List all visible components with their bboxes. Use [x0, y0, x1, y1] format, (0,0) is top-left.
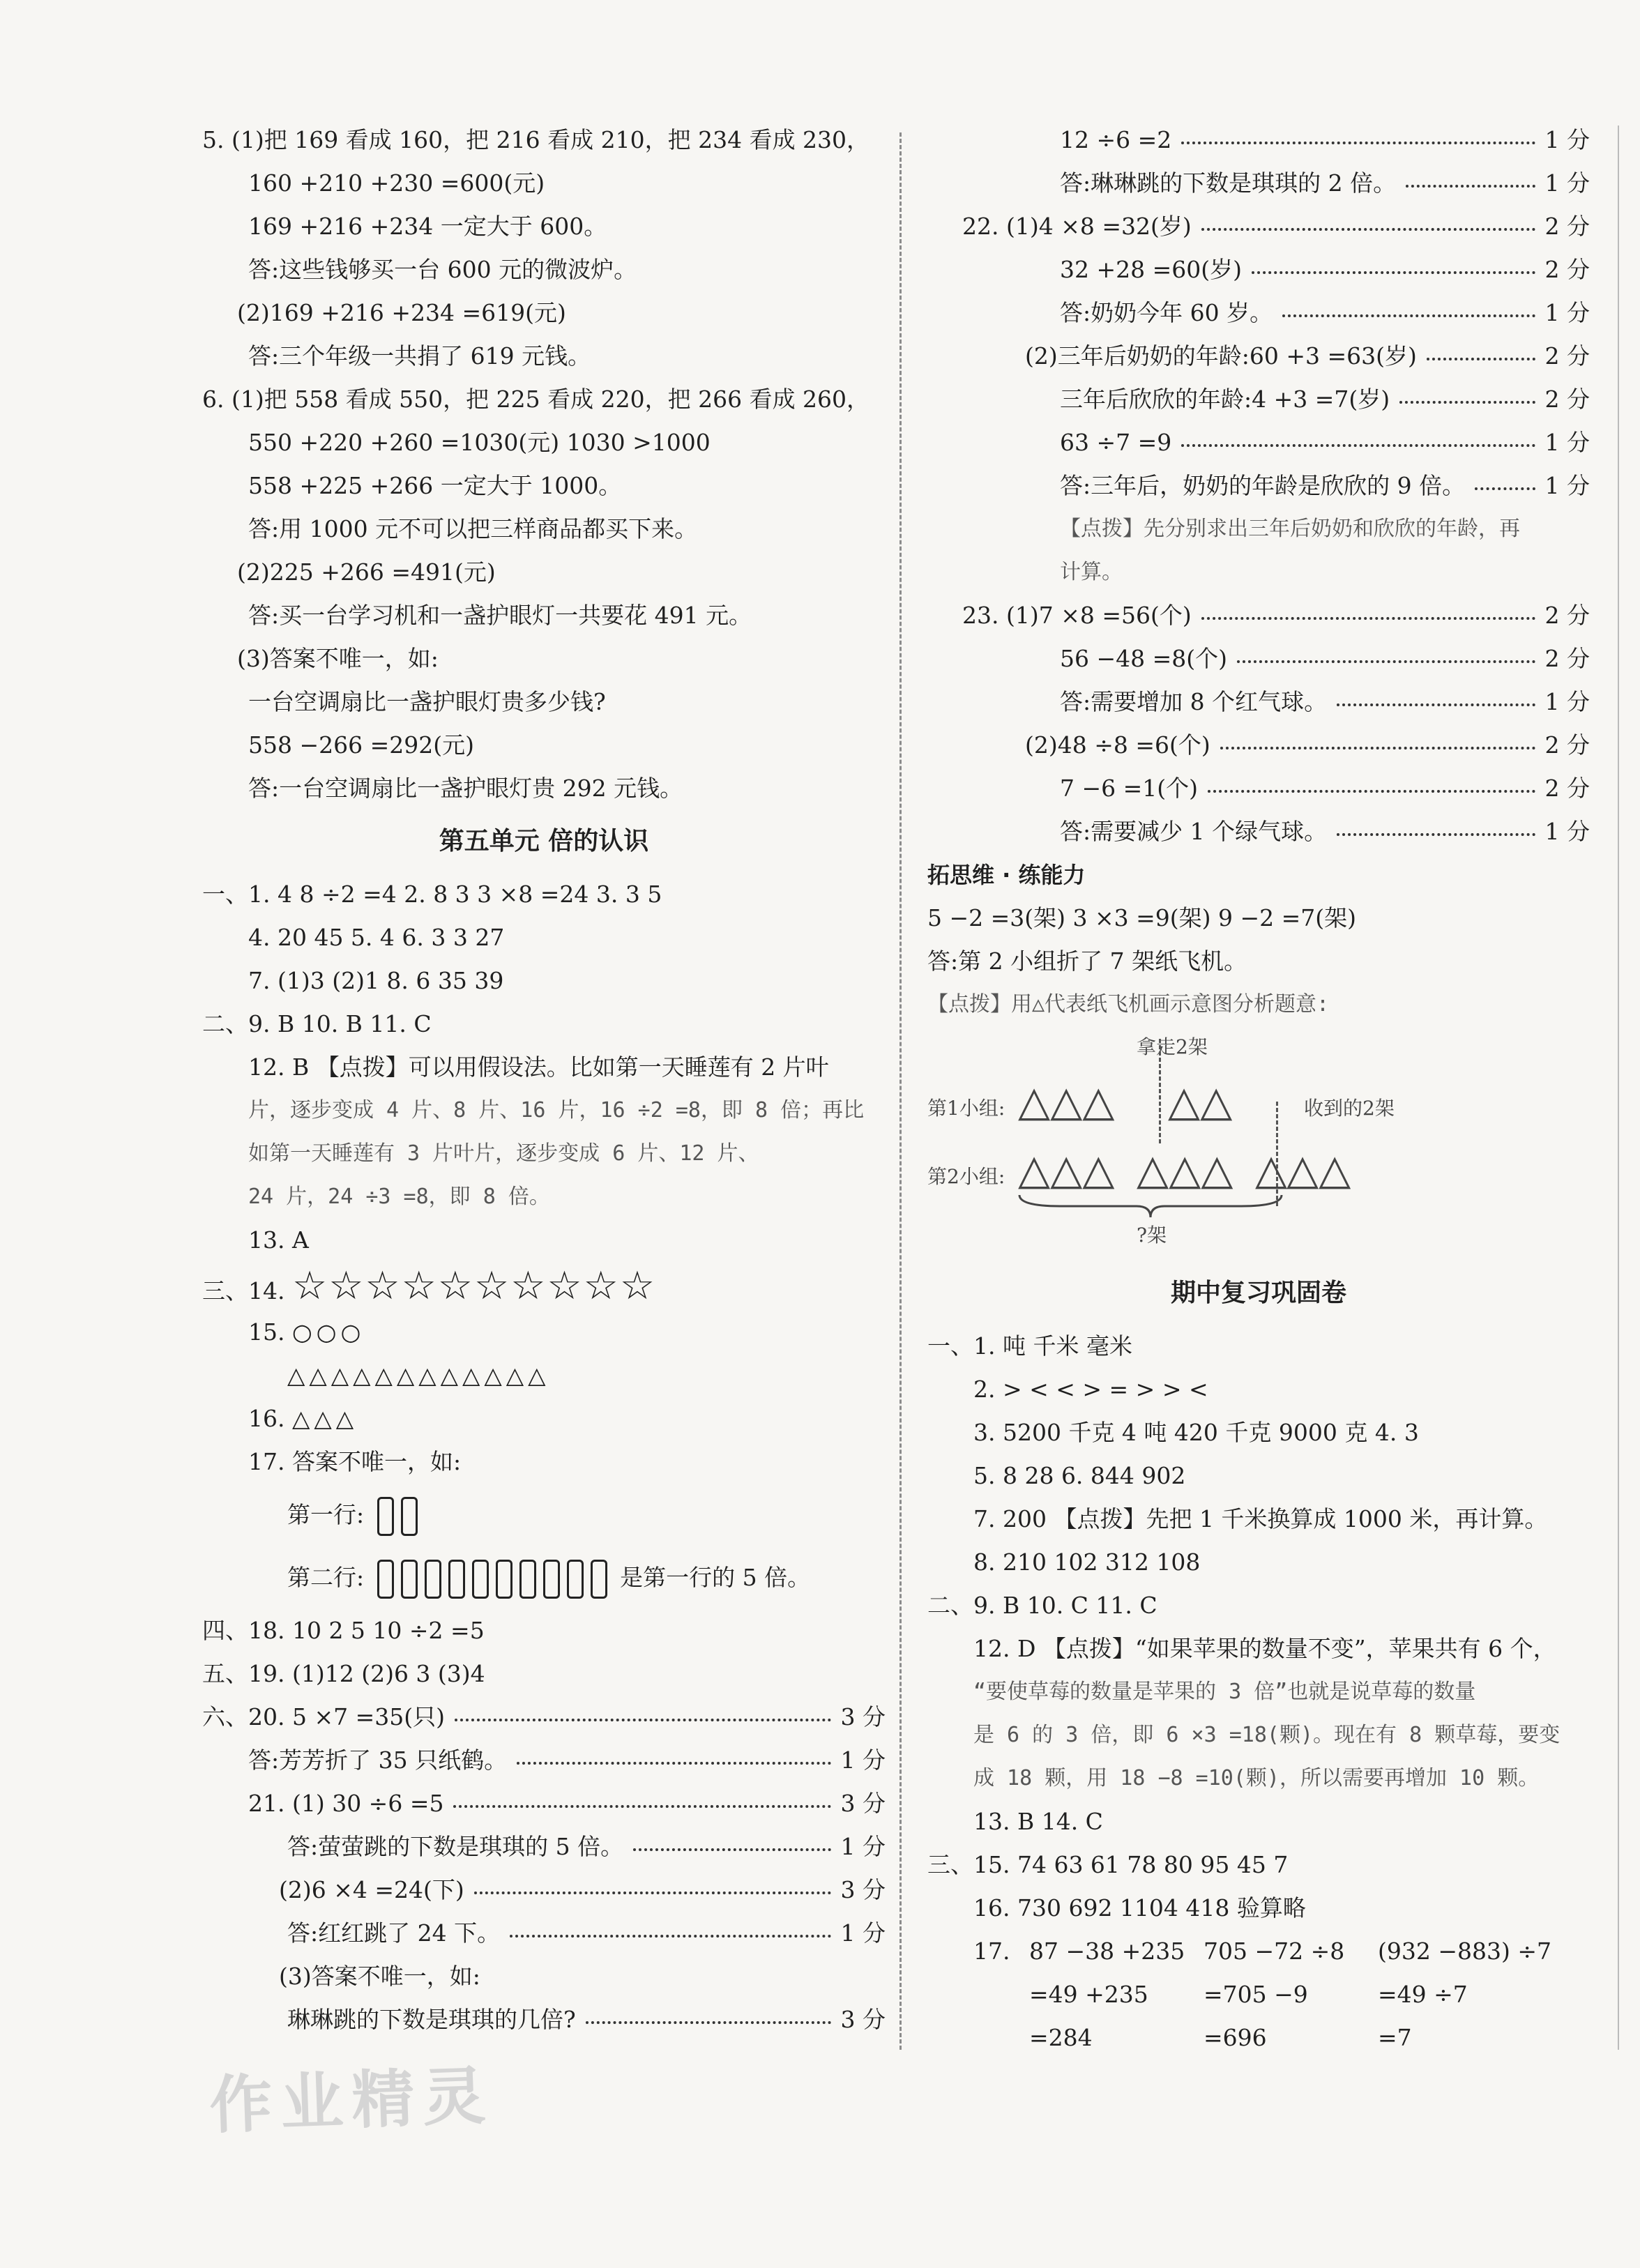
q23-p2: 2 分	[1544, 645, 1590, 672]
leader-dots	[1406, 185, 1535, 188]
bar-icon	[519, 1560, 536, 1599]
page-edge	[1618, 125, 1640, 2050]
q20-answer-points: 1 分	[840, 1746, 886, 1774]
q17-text: 答案不唯一，如:	[291, 1448, 462, 1475]
r2-text: 答:琳琳跳的下数是琪琪的 2 倍。	[1060, 169, 1397, 197]
calc3-step2: =7	[1378, 2024, 1412, 2051]
q6-line10: 答:一台空调扇比一盏护眼灯贵 292 元钱。	[248, 775, 683, 802]
q15-row	[202, 1311, 886, 1354]
s5-line: 五、19. (1)12 (2)6 3 (3)4	[202, 1660, 485, 1687]
q21-answer-line	[202, 1825, 886, 1869]
q22-l7: 答:三年后，奶奶的年龄是欣欣的 9 倍。	[1060, 472, 1466, 499]
q22-line3	[927, 291, 1590, 335]
leader-dots	[1399, 401, 1535, 404]
midterm-title: 期中复习巩固卷	[1170, 1279, 1346, 1307]
q21-answer: 答:萤萤跳的下数是琪琪的 5 倍。	[287, 1833, 624, 1860]
leader-dots	[1337, 703, 1535, 706]
q22-l5: 三年后欣欣的年龄:4 +3 =7(岁)	[1060, 386, 1390, 413]
s2-line2: 12. B 【点拨】可以用假设法。比如第一天睡莲有 2 片叶	[248, 1053, 829, 1081]
calc-col-2	[1204, 1930, 1378, 2060]
bar-icon	[567, 1560, 584, 1599]
group2-triangles-d: △△	[1286, 1146, 1351, 1194]
r2-points: 1 分	[1544, 169, 1590, 197]
bar-icon	[496, 1560, 512, 1599]
q21-points: 3 分	[840, 1790, 886, 1817]
q21c-question-line	[202, 1998, 886, 2041]
q22-tip2: 计算。	[1060, 560, 1123, 584]
q6-line5: (2)225 +266 =491(元)	[237, 558, 496, 586]
airplane-diagram	[927, 1032, 1590, 1262]
q23-l1: 23. (1)7 ×8 =56(个)	[962, 602, 1192, 629]
q22-line4	[927, 335, 1590, 378]
q22-p6: 1 分	[1544, 429, 1590, 456]
take-away-label: 拿走2架	[1137, 1035, 1208, 1058]
q21c-question: 琳琳跳的下数是琪琪的几倍?	[287, 2006, 576, 2033]
bar-icon	[377, 1560, 394, 1599]
calc3-step1: =49 ÷7	[1378, 1981, 1468, 2008]
q22-p1: 2 分	[1544, 213, 1590, 240]
q20-line	[202, 1696, 886, 1739]
q15-label: 15.	[248, 1318, 285, 1346]
q14-label: 三、14.	[202, 1277, 285, 1304]
calc1-step0: 87 −38 +235	[1029, 1938, 1185, 1965]
calc-col-1	[1029, 1930, 1204, 2060]
q5-line3: 169 +216 +234 一定大于 600。	[248, 213, 607, 240]
bar-icon	[543, 1560, 560, 1599]
m2-line2: 12. D 【点拨】“如果苹果的数量不变”，苹果共有 6 个，	[973, 1635, 1556, 1662]
q23-line4	[927, 724, 1590, 767]
s1-line2: 4. 20 45 5. 4 6. 3 3 27	[248, 924, 505, 951]
q20-text: 六、20. 5 ×7 =35(只)	[202, 1703, 445, 1730]
q22-line1	[927, 205, 1590, 248]
r1-text: 12 ÷6 =2	[1060, 126, 1172, 153]
s1-line1: 一、1. 4 8 ÷2 =4 2. 8 3 3 ×8 =24 3. 3 5	[202, 881, 662, 908]
leader-dots	[586, 2021, 831, 2024]
calc1-step1: =49 +235	[1029, 1981, 1148, 2008]
leader-dots	[1201, 228, 1535, 231]
row1-label: 第一行:	[287, 1501, 365, 1528]
q14-row	[202, 1262, 886, 1311]
m1-line1: 一、1. 吨 千米 毫米	[927, 1332, 1132, 1360]
m3-line1: 三、15. 74 63 61 78 80 95 45 7	[927, 1851, 1289, 1878]
q15-triangles: △△△△△△△△△△△△	[287, 1362, 550, 1389]
bar-icon	[401, 1560, 418, 1599]
bar-icon	[591, 1560, 607, 1599]
q17-row1	[202, 1484, 886, 1546]
q16-row	[202, 1397, 886, 1440]
q22-l3: 答:奶奶今年 60 岁。	[1060, 299, 1273, 326]
q6-line9: 558 −266 =292(元)	[248, 731, 474, 759]
calc2-step2: =696	[1204, 2024, 1267, 2051]
bar-icon	[401, 1497, 418, 1536]
calc-grid	[973, 1930, 1590, 2060]
group1-triangles-a: △△△	[1018, 1077, 1115, 1126]
q22-p2: 2 分	[1544, 256, 1590, 283]
bar-icon	[377, 1497, 394, 1536]
q17-label-right: 17.	[973, 1938, 1010, 1965]
received-label: 收到的2架	[1304, 1097, 1395, 1120]
leader-dots	[517, 1762, 830, 1765]
s2-line4: 如第一天睡莲有 3 片叶片，逐步变成 6 片、12 片、	[248, 1141, 759, 1166]
leader-dots	[1427, 358, 1535, 360]
q23-p5: 2 分	[1544, 775, 1590, 802]
q6-line4: 答:用 1000 元不可以把三样商品都买下来。	[248, 515, 698, 542]
leader-dots	[633, 1848, 830, 1851]
leader-dots	[1237, 660, 1535, 663]
q6-line8: 一台空调扇比一盏护眼灯贵多少钱?	[248, 688, 606, 715]
q22-line7	[927, 464, 1590, 508]
calc3-step0: (932 −883) ÷7	[1378, 1938, 1551, 1965]
q21-line	[202, 1782, 886, 1825]
q16-triangles: △△△	[291, 1405, 358, 1432]
q23-p1: 2 分	[1544, 602, 1590, 629]
r1-points: 1 分	[1544, 126, 1590, 153]
q21b-answer: 答:红红跳了 24 下。	[287, 1919, 501, 1947]
q23-line5	[927, 767, 1590, 810]
s2-line1: 二、9. B 10. B 11. C	[202, 1010, 432, 1037]
q17-label: 17.	[248, 1448, 285, 1475]
group1-triangles-b: △△	[1168, 1077, 1233, 1126]
q22-p7: 1 分	[1544, 472, 1590, 499]
q6-line7: (3)答案不唯一，如:	[237, 645, 439, 672]
m1-line2: 2. > < < > = > > <	[973, 1376, 1208, 1403]
m1-line6: 8. 210 102 312 108	[973, 1548, 1201, 1576]
q21-text: 21. (1) 30 ÷6 =5	[248, 1790, 444, 1817]
q23-line6	[927, 810, 1590, 853]
m3-calc	[927, 1930, 1590, 2062]
q5-line1: 5. (1)把 169 看成 160，把 216 看成 210，把 234 看成 230，	[202, 126, 870, 153]
q22-line5	[927, 378, 1590, 421]
q16-label: 16.	[248, 1405, 285, 1432]
m2-line4: 是 6 的 3 倍，即 6 ×3 =18(颗)。现在有 8 颗草莓，要变	[973, 1723, 1561, 1747]
m1-line3: 3. 5200 千克 4 吨 420 千克 9000 克 4. 3	[973, 1419, 1419, 1446]
unknown-label: ?架	[1137, 1224, 1167, 1247]
calc1-step2: =284	[1029, 2024, 1093, 2051]
m2-line5: 成 18 颗，用 18 −8 =10(颗)，所以需要再增加 10 颗。	[973, 1766, 1540, 1790]
row2-bars	[377, 1560, 607, 1599]
q22-p5: 2 分	[1544, 386, 1590, 413]
q22-p3: 1 分	[1544, 299, 1590, 326]
row2-label: 第二行:	[287, 1564, 365, 1591]
q22-p4: 2 分	[1544, 342, 1590, 370]
q22-l4: (2)三年后奶奶的年龄:60 +3 =63(岁)	[1025, 342, 1417, 370]
r1-line	[927, 119, 1590, 162]
q14-stars: ☆☆☆☆☆☆☆☆☆☆	[291, 1263, 657, 1309]
q22-l2: 32 +28 =60(岁)	[1060, 256, 1243, 283]
m1-line5: 7. 200 【点拨】先把 1 千米换算成 1000 米，再计算。	[973, 1505, 1548, 1532]
q20-answer-line	[202, 1739, 886, 1782]
q22-line6	[927, 421, 1590, 464]
row2-suffix: 是第一行的 5 倍。	[620, 1564, 811, 1591]
q5-line5: (2)169 +216 +234 =619(元)	[237, 299, 566, 326]
s2-line3: 片，逐步变成 4 片、8 片、16 片，16 ÷2 =8，即 8 倍；再比	[248, 1098, 865, 1122]
q22-l6: 63 ÷7 =9	[1060, 429, 1172, 456]
leader-dots	[1208, 790, 1535, 793]
calc-col-3	[1378, 1930, 1552, 2060]
q23-line1	[927, 594, 1590, 637]
column-divider	[899, 132, 902, 2050]
leader-dots	[474, 1892, 831, 1894]
brace-icon	[1018, 1194, 1283, 1221]
q6-line3: 558 +225 +266 一定大于 1000。	[248, 472, 622, 499]
q21b-line	[202, 1869, 886, 1912]
leader-dots	[1252, 271, 1535, 274]
q6-line6: 答:买一台学习机和一盏护眼灯一共要花 491 元。	[248, 602, 752, 629]
right-column	[927, 119, 1590, 2062]
q21-answer-points: 1 分	[840, 1833, 886, 1860]
q21b-points: 3 分	[840, 1876, 886, 1903]
group2-triangles-a: △△△	[1018, 1146, 1115, 1194]
leader-dots	[1475, 487, 1535, 490]
q21c-points: 3 分	[840, 2006, 886, 2033]
leader-dots	[1220, 747, 1535, 749]
s4-line: 四、18. 10 2 5 10 ÷2 =5	[202, 1617, 485, 1644]
leader-dots	[1181, 142, 1535, 144]
group1-label: 第1小组:	[927, 1097, 1005, 1120]
extension-title: 拓思维 · 练能力	[927, 862, 1086, 888]
q5-line2: 160 +210 +230 =600(元)	[248, 169, 545, 197]
q23-line2	[927, 637, 1590, 680]
leader-dots	[453, 1805, 830, 1808]
q17-row	[202, 1440, 886, 1484]
q23-l6: 答:需要减少 1 个绿气球。	[1060, 818, 1328, 845]
group2-label: 第2小组:	[927, 1165, 1005, 1188]
group2-triangles-b: △△△	[1137, 1146, 1233, 1194]
q21b-answer-points: 1 分	[840, 1919, 886, 1947]
s2-line5: 24 片，24 ÷3 =8，即 8 倍。	[248, 1185, 550, 1209]
q6-line2: 550 +220 +260 =1030(元) 1030 >1000	[248, 429, 711, 456]
leader-dots	[510, 1935, 830, 1938]
m2-line3: “要使草莓的数量是苹果的 3 倍”也就是说草莓的数量	[973, 1680, 1476, 1704]
leader-dots	[1282, 314, 1535, 317]
q22-l1: 22. (1)4 ×8 =32(岁)	[962, 213, 1192, 240]
leader-dots	[1337, 833, 1535, 836]
leader-dots	[1201, 617, 1535, 620]
q23-l5: 7 −6 =1(个)	[1060, 775, 1199, 802]
q20-points: 3 分	[840, 1703, 886, 1730]
bar-icon	[448, 1560, 465, 1599]
q21b-text: (2)6 ×4 =24(下)	[279, 1876, 464, 1903]
row1-bars	[377, 1497, 418, 1536]
r2-line	[927, 162, 1590, 205]
watermark: 作业精灵	[208, 2059, 496, 2143]
q20-answer: 答:芳芳折了 35 只纸鹤。	[248, 1746, 508, 1774]
q17-row2	[202, 1546, 886, 1609]
q21c-line: (3)答案不唯一，如:	[279, 1963, 480, 1990]
ext-tip: 【点拨】用△代表纸飞机画示意图分析题意:	[927, 992, 1330, 1017]
q23-l2: 56 −48 =8(个)	[1060, 645, 1228, 672]
leader-dots	[455, 1719, 831, 1721]
m2-line1: 二、9. B 10. C 11. C	[927, 1592, 1157, 1619]
q23-p3: 1 分	[1544, 688, 1590, 715]
unit5-title: 第五单元 倍的认识	[439, 827, 649, 855]
q22-line2	[927, 248, 1590, 291]
m3-line2: 16. 730 692 1104 418 验算略	[973, 1894, 1306, 1921]
q23-p4: 2 分	[1544, 731, 1590, 759]
ext-line1: 5 −2 =3(架) 3 ×3 =9(架) 9 −2 =7(架)	[927, 904, 1357, 931]
q23-line3	[927, 680, 1590, 724]
s2-line6: 13. A	[248, 1226, 309, 1254]
left-column	[202, 119, 886, 2041]
q5-line4: 答:这些钱够买一台 600 元的微波炉。	[248, 256, 637, 283]
q23-l4: (2)48 ÷8 =6(个)	[1025, 731, 1210, 759]
ext-line2: 答:第 2 小组折了 7 架纸飞机。	[927, 947, 1247, 975]
q6-line1: 6. (1)把 558 看成 550，把 225 看成 220，把 266 看成 260，	[202, 386, 870, 413]
calc2-step0: 705 −72 ÷8	[1204, 1938, 1345, 1965]
calc2-step1: =705 −9	[1204, 1981, 1308, 2008]
group2-triangles-c: △	[1255, 1146, 1288, 1194]
q21b-answer-line	[202, 1912, 886, 1955]
bar-icon	[472, 1560, 489, 1599]
q22-tip1: 【点拨】先分别求出三年后奶奶和欣欣的年龄，再	[1060, 517, 1520, 541]
s1-line3: 7. (1)3 (2)1 8. 6 35 39	[248, 967, 504, 994]
q15-circles: ○○○	[291, 1318, 365, 1346]
m2-line6: 13. B 14. C	[973, 1808, 1103, 1835]
q5-line6: 答:三个年级一共捐了 619 元钱。	[248, 342, 591, 370]
leader-dots	[1181, 444, 1535, 447]
bar-icon	[425, 1560, 441, 1599]
q23-p6: 1 分	[1544, 818, 1590, 845]
dash-line-1	[1159, 1039, 1161, 1143]
q23-l3: 答:需要增加 8 个红气球。	[1060, 688, 1328, 715]
m1-line4: 5. 8 28 6. 844 902	[973, 1462, 1186, 1489]
